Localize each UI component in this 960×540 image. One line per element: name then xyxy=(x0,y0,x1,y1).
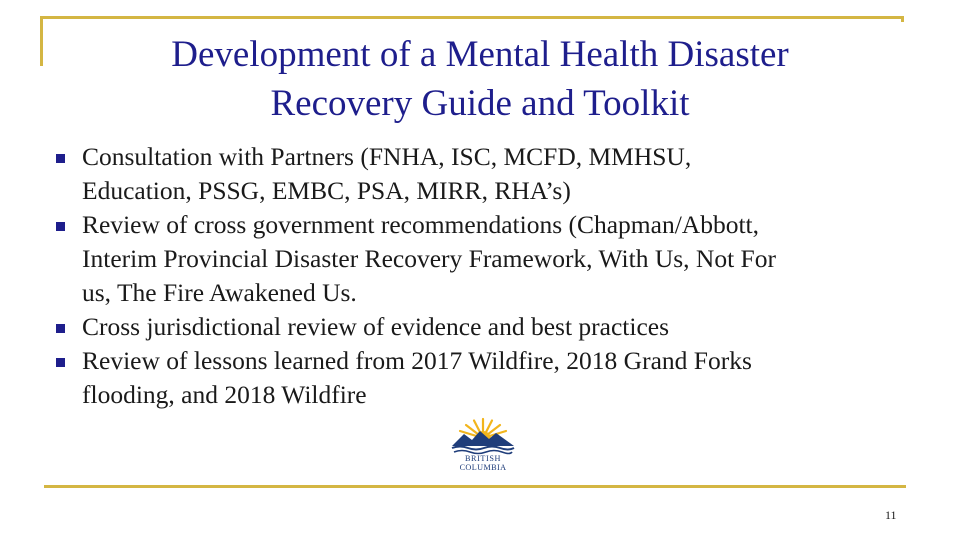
bullet-3-line-1: Cross jurisdictional review of evidence and best practices xyxy=(82,312,670,341)
frame-right-tick xyxy=(901,16,904,22)
bullet-2-line-1: Review of cross government recommendations (Chapman/Abbott, xyxy=(82,210,760,239)
bullet-2-line-3: us, The Fire Awakened Us. xyxy=(82,278,357,307)
bullet-1-line-1: Consultation with Partners (FNHA, ISC, MCFD, MMHSU, xyxy=(82,142,692,171)
bullet-list xyxy=(56,140,916,412)
frame-left-rule xyxy=(40,16,43,66)
bullet-4-line-2: flooding, and 2018 Wildfire xyxy=(82,380,367,409)
square-bullet-icon xyxy=(56,154,65,163)
title-line-1: Development of a Mental Health Disaster xyxy=(171,34,789,75)
logo-text-british: BRITISH xyxy=(464,454,502,463)
square-bullet-icon xyxy=(56,358,65,367)
frame-top-rule xyxy=(40,16,904,19)
water-wave-icon xyxy=(452,447,514,450)
bullet-item xyxy=(56,140,916,208)
title-line-2: Recovery Guide and Toolkit xyxy=(270,83,690,124)
bullet-4-line-1: Review of lessons learned from 2017 Wildfire, 2018 Grand Forks xyxy=(82,346,752,375)
slide-title xyxy=(60,30,900,128)
page-number: 11 xyxy=(885,508,897,522)
frame-bottom-rule xyxy=(44,485,906,488)
british-columbia-logo xyxy=(444,416,522,472)
square-bullet-icon xyxy=(56,222,65,231)
bullet-item xyxy=(56,310,916,344)
bullet-item xyxy=(56,344,916,412)
bullet-2-line-2: Interim Provincial Disaster Recovery Framework, With Us, Not For xyxy=(82,244,776,273)
square-bullet-icon xyxy=(56,324,65,333)
bullet-item xyxy=(56,208,916,310)
bullet-1-line-2: Education, PSSG, EMBC, PSA, MIRR, RHA’s) xyxy=(82,176,571,205)
logo-text-columbia: COLUMBIA xyxy=(459,463,507,472)
